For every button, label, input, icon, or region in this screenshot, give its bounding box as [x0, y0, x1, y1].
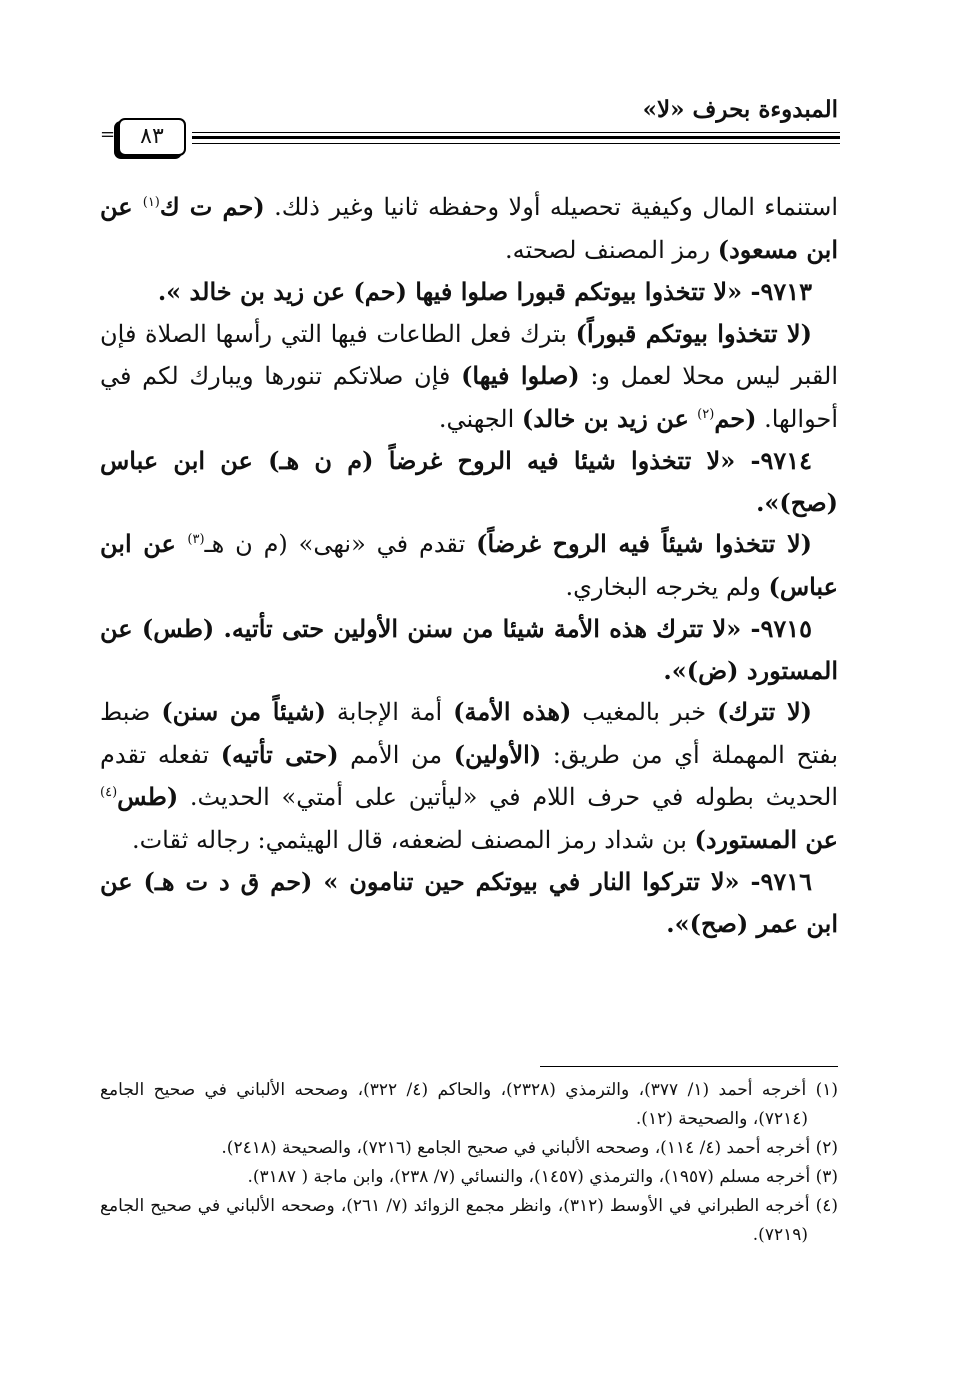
footnote-ref: (٣) — [187, 532, 205, 547]
hadith-heading-9714: ٩٧١٤- «لا تتخذوا شيئا فيه الروح غرضاً (م ن هـ) عن ابن عباس (صح)». — [100, 446, 838, 517]
commentary-paragraph: (لا تترك) خبر بالمغيب (هذه الأمة) أمة الإجابة (شيئاً من سنن) ضبط بفتح المهملة أي من طريق: (الأولين) من الأمم (حتى تأتيه) تفعله تقدم الحديث بطوله في حرف اللام في «ليأتين على أمتي» الحديث. (طس$^{(٤)}$ عن المستورد) بن شداد رمز المصنف لضعفه، قال الهيثمي: رجاله ثقات. — [100, 697, 839, 854]
hadith-heading-9715: ٩٧١٥- «لا تترك هذه الأمة شيئا من سنن الأولين حتى تأتيه. (طس) عن المستورد (ض)». — [100, 614, 838, 685]
page-number-box — [118, 118, 186, 156]
footnote-1: (١) أخرجه أحمد (١/ ٣٧٧)، والترمذي (٢٣٢٨)، والحاكم (٤/ ٣٢٢)، وصححه الألباني في صحيح الجامع (٧٢١٤)، والصحيحة (١٢). — [100, 1080, 838, 1129]
running-title: المبدوءة بحرف «لا» — [642, 96, 838, 123]
footnote-3: (٣) أخرجه مسلم (١٩٥٧)، والترمذي (١٤٥٧)، والنسائي (٧/ ٢٣٨)، وابن ماجة ( ٣١٨٧). — [247, 1167, 838, 1187]
footnote-4: (٤) أخرجه الطبراني في الأوسط (٣١٢)، وانظر مجمع الزوائد (٧/ ٢٦١)، وصححه الألباني في صحيح الجامع (٧٢١٩). — [100, 1196, 838, 1245]
header-rule-line — [192, 143, 840, 144]
footnote-ref: (٢) — [697, 406, 715, 422]
header-rule — [100, 118, 840, 158]
commentary-paragraph: (لا تتخذوا شيئاً فيه الروح غرضاً) تقدم في «نهى» (م ن هـ$^{(٣)}$ عن ابن عباس) ولم يخرجه البخاري. — [100, 529, 838, 601]
footnote-ref: (١) — [142, 195, 160, 210]
hadith-heading-9716: ٩٧١٦- «لا تتركوا النار في بيوتكم حين تنامون » (حم ق د ت هـ) عن ابن عمر (صح)». — [100, 867, 838, 938]
footnote-ref: (٤) — [100, 785, 118, 800]
header-rule-line — [192, 132, 840, 133]
header-rule-line — [192, 136, 840, 139]
footnote-separator — [540, 1066, 838, 1067]
footnote-2: (٢) أخرجه أحمد (٤/ ١١٤)، وصححه الألباني في صحيح الجامع (٧٢١٦)، والصحيحة (٢٤١٨). — [221, 1138, 838, 1158]
page-number: ٨٣ — [140, 124, 164, 149]
hadith-heading-9713: ٩٧١٣- «لا تتخذوا بيوتكم قبورا صلوا فيها (حم) عن زيد بن خالد ». — [157, 277, 812, 306]
header-mark: = — [100, 124, 116, 145]
footnotes — [100, 1076, 838, 1250]
main-text — [100, 186, 838, 944]
commentary-paragraph: (لا تتخذوا بيوتكم قبوراً) بترك فعل الطاعات فيها التي رأسها الصلاة فإن القبر ليس محلا لعمل و: (صلوا فيها) فإن صلاتكم تنورها ويبارك لكم في أحوالها. (حم$^{(٢)}$ عن زيد بن خالد) الجهني. — [100, 318, 838, 433]
commentary-paragraph: استنماء المال وكيفية تحصيله أولا وحفظه ثانيا وغير ذلك. (حم ت ك$^{(١)}$ عن ابن مسعود) رمز المصنف لصحته. — [100, 192, 839, 264]
